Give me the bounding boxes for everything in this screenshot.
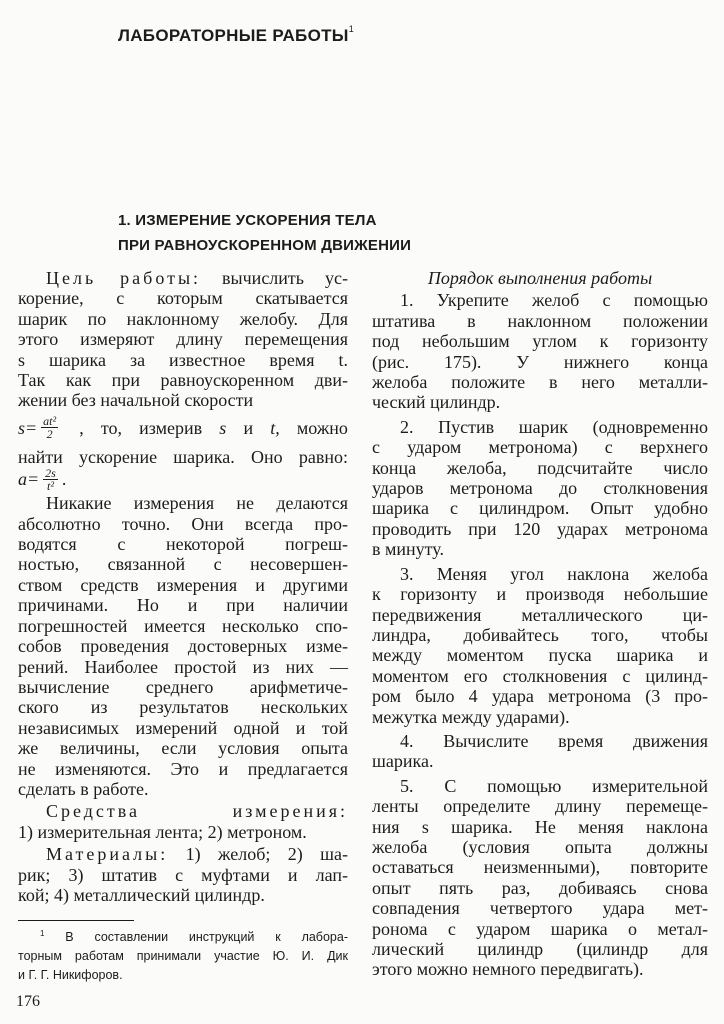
text-line: вычисление среднего арифметиче- [18, 676, 348, 697]
text-line: ленты определите длину перемеще- [372, 796, 708, 817]
procedure-step [372, 417, 708, 560]
formula-text: и [243, 417, 254, 438]
text-line: конца желоба, подсчитайте число [372, 457, 708, 478]
text-line: этого измеряют длину перемещения [18, 329, 348, 350]
text-line: желоба положите в него металли- [372, 372, 708, 393]
formula-variable: t, [270, 417, 280, 438]
chapter-title [118, 26, 354, 46]
text-line: ческий цилиндр. [372, 392, 501, 413]
footnote-mark: 1 [40, 929, 45, 938]
text-line: 4. Вычислите время движения [400, 730, 708, 751]
fraction-numerator: at² [43, 414, 57, 429]
section-heading-line: ПРИ РАВНОУСКОРЕННОМ ДВИЖЕНИИ [118, 237, 412, 254]
text-line: не изменяются. Это и предлагается [18, 758, 348, 779]
text-line: погрешностей имеется несколько спо- [18, 615, 348, 636]
text-line: межутка между ударами). [372, 706, 570, 727]
text-line: найти ускорение шарика. Оно равно: [18, 446, 348, 467]
text-line: шарика. [372, 751, 434, 772]
formula-distance [18, 411, 348, 445]
footnote-line: и Г. Г. Никифоров. [18, 968, 123, 983]
line-text: вычислить ус- [201, 268, 348, 288]
formula-lhs: s= [18, 417, 38, 438]
fraction-denominator: t² [47, 478, 54, 493]
text-line: 5. С помощью измерительной [400, 775, 708, 796]
text-line: лический цилиндр (цилиндр для [372, 939, 708, 959]
chapter-title-text: ЛАБОРАТОРНЫЕ РАБОТЫ [118, 26, 349, 45]
fraction [43, 467, 58, 492]
paragraph [18, 801, 348, 842]
text-line: же величины, если условия опыта [18, 738, 348, 759]
spaced-label: Материалы: [46, 844, 169, 865]
text-line: передвижения металлического ци- [372, 604, 708, 625]
procedure-step [372, 776, 708, 980]
text-line: желоба (условия опыта должны [372, 836, 708, 857]
left-paragraphs [18, 493, 348, 905]
fraction-denominator: 2 [46, 427, 53, 442]
footnote-line [18, 924, 348, 947]
spaced-label: Средства измерения: [46, 801, 348, 822]
formula-text: . [61, 469, 67, 490]
text-line: 1) измерительная лента; 2) метроном. [18, 821, 307, 842]
text-line: шарик по наклонному желобу. Для [18, 308, 348, 329]
fraction-numerator: 2s [45, 465, 56, 480]
text-line [18, 844, 348, 864]
text-line [18, 801, 348, 821]
footnote-line: торным работам принимали участие Ю. И. Дик [18, 949, 348, 964]
text-line: собов проведения достоверных изме- [18, 636, 348, 657]
formula-text: , [79, 417, 84, 438]
text-line: рений. Наиболее простой из них — [18, 656, 348, 677]
text-line: между моментом пуска шарика и [372, 645, 708, 666]
procedure-heading: Порядок выполнения работы [427, 268, 653, 288]
text-line: s шарика за известное время t. [18, 349, 348, 370]
text-line: причинами. Но и при наличии [18, 595, 348, 616]
formula-lhs: a= [18, 469, 40, 490]
footnote [18, 924, 348, 985]
text-line: сделать в работе. [18, 778, 149, 799]
footnote-divider [18, 920, 134, 921]
text-line: ством средств измерения и другими [18, 574, 348, 595]
text-line: к горизонту и производя небольшие [372, 584, 708, 605]
text-line: ского из результатов нескольких [18, 697, 348, 718]
section-heading [118, 208, 411, 258]
text-line: 1. Укрепите желоб с помощью [400, 290, 708, 311]
formula-variable: s [219, 417, 227, 438]
spaced-label: Цель работы: [46, 268, 202, 288]
fraction [41, 415, 58, 440]
text-line: 2. Пустив шарик (одновременно [400, 416, 708, 437]
paragraph [18, 493, 348, 799]
text-line: кой; 4) металлический цилиндр. [18, 884, 265, 905]
goal-paragraph [18, 268, 348, 411]
formula-text: измерив [139, 417, 203, 438]
procedure-step [372, 731, 708, 772]
section-heading-line: 1. ИЗМЕРЕНИЕ УСКОРЕНИЯ ТЕЛА [118, 212, 377, 229]
paragraph [18, 844, 348, 905]
text-line: штатива в наклонном положении [372, 310, 708, 331]
text-line: Так как при равноускоренном дви- [18, 370, 348, 391]
text-line: с ударом метронома) с верхнего [372, 437, 708, 458]
text-line: Никакие измерения не делаются [46, 493, 348, 514]
text-line: ром было 4 удара метронома (3 про- [372, 686, 708, 707]
procedure-step [372, 564, 708, 727]
left-column [18, 268, 348, 905]
text-line: в минуту. [372, 539, 444, 560]
formula-text: то, [100, 417, 123, 438]
page-number: 176 [16, 993, 40, 1010]
text-line: шарика с цилиндром. Опыт удобно [372, 498, 708, 519]
text-line: линдра, добивайтесь того, чтобы [372, 624, 708, 645]
procedure-steps [372, 290, 708, 979]
footnote-reference: 1 [348, 24, 355, 34]
text-line: рик; 3) штатив с муфтами и лап- [18, 864, 348, 885]
text-line: ударов метронома до столкновения [372, 478, 708, 499]
text-line: ностью, связанной с несовершен- [18, 554, 348, 575]
text-line: проводить при 120 ударах метронома [372, 518, 708, 539]
text-line: ния s шарика. Не меняя наклона [372, 816, 708, 837]
text-line: (рис. 175). У нижнего конца [372, 351, 708, 372]
text-line: жении без начальной скорости [18, 390, 254, 411]
text-line: моментом его столкновения с цилинд- [372, 665, 708, 686]
formula-text: можно [296, 417, 348, 438]
formula-acceleration [18, 467, 348, 491]
text-line: водятся с некоторой погреш- [18, 534, 348, 555]
text-line: под небольшим углом к горизонту [372, 331, 708, 352]
text-line: опыт пять раз, добиваясь снова [372, 877, 708, 898]
footnote-text: В составлении инструкций к лабора- [44, 930, 348, 945]
text-line [18, 268, 348, 288]
text-line: оставаться неизменными), повторите [372, 857, 708, 878]
procedure-step [372, 290, 708, 412]
text-line: 3. Меняя угол наклона желоба [400, 563, 708, 584]
text-line: этого можно немного передвигать). [372, 959, 644, 980]
text-line: ронома с ударом шарика о метал- [372, 918, 708, 939]
text-line: абсолютно точно. Они всегда про- [18, 513, 348, 534]
text-line: корение, с которым скатывается [18, 288, 348, 309]
text-line: совпадения четвертого удара мет- [372, 898, 708, 919]
right-column [372, 268, 708, 980]
line-text: 1) желоб; 2) ша- [168, 844, 348, 865]
text-line: независимых измерений одной и той [18, 717, 348, 738]
